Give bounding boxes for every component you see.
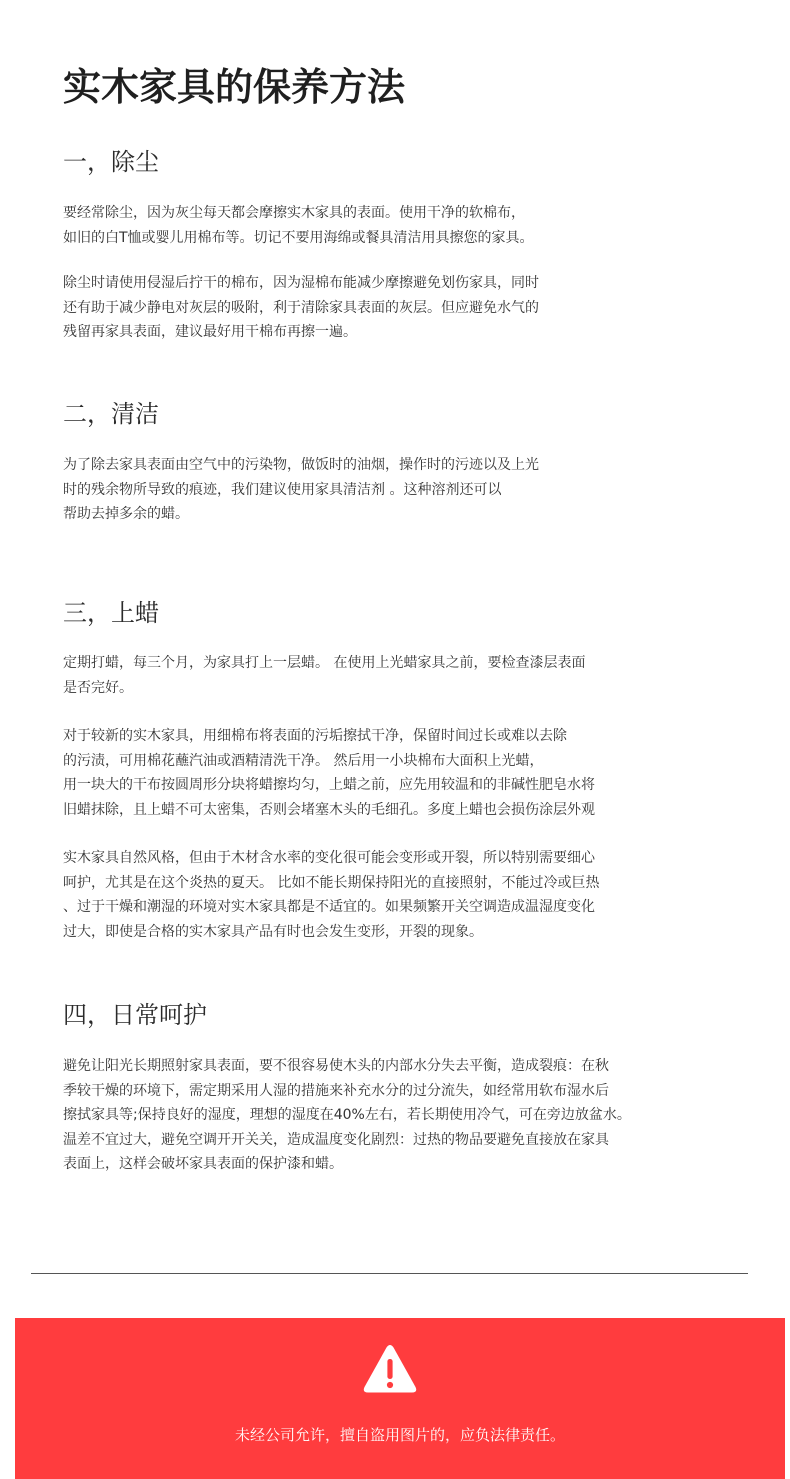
- paragraph: [63, 1054, 763, 1177]
- paragraph: [63, 724, 763, 822]
- paragraph: [63, 453, 763, 527]
- paragraph-line: 过大，即使是合格的实木家具产品有时也会发生变形，开裂的现象。: [63, 923, 483, 940]
- copyright-footer: [15, 1318, 785, 1479]
- paragraph-line: 实木家具自然风格，但由于木材含水率的变化很可能会变形或开裂，所以特别需要细心: [63, 850, 595, 866]
- paragraph-line: 用一块大的干布按圆周形分块将蜡擦均匀，上蜡之前，应先用较温和的非碱性肥皂水将: [63, 777, 595, 793]
- paragraph-line: 帮助去掉多余的蜡。: [63, 506, 189, 522]
- section-heading-wax: 三，上蜡: [63, 599, 159, 627]
- paragraph-line: 是否完好。: [63, 679, 133, 696]
- paragraph-line: 时的残余物所导致的痕迹，我们建议使用家具清洁剂 。这种溶剂还可以: [63, 481, 502, 498]
- paragraph-line: 为了除去家具表面由空气中的污染物，做饭时的油烟，操作时的污迹以及上光: [63, 457, 539, 473]
- paragraph-line: 温差不宜过大，避免空调开开关关，造成温度变化剧烈：过热的物品要避免直接放在家具: [63, 1131, 609, 1148]
- warning-icon: [363, 1344, 417, 1394]
- paragraph-line: 定期打蜡，每三个月，为家具打上一层蜡。 在使用上光蜡家具之前，要检查漆层表面: [63, 655, 586, 671]
- section-heading-clean: 二，清洁: [63, 400, 159, 428]
- paragraph: [63, 201, 763, 250]
- paragraph-line: 除尘时请使用侵湿后拧干的棉布，因为湿棉布能减少摩擦避免划伤家具，同时: [63, 275, 539, 291]
- paragraph-line: 如旧的白T恤或婴儿用棉布等。切记不要用海绵或餐具清洁用具擦您的家具。: [63, 229, 534, 246]
- paragraph: [63, 651, 763, 700]
- copyright-notice: 未经公司允许，擅自盗用图片的，应负法律责任。: [234, 1426, 565, 1444]
- paragraph: [63, 846, 763, 944]
- paragraph-line: 季较干燥的环境下，需定期采用人湿的措施来补充水分的过分流失，如经常用软布湿水后: [63, 1082, 609, 1099]
- paragraph-line: 旧蜡抹除，且上蜡不可太密集，否则会堵塞木头的毛细孔。多度上蜡也会损伤涂层外观: [63, 801, 595, 818]
- paragraph-line: 表面上，这样会破坏家具表面的保护漆和蜡。: [63, 1156, 343, 1172]
- paragraph-line: 还有助于减少静电对灰层的吸附，利于清除家具表面的灰层。但应避免水气的: [63, 299, 539, 316]
- paragraph-line: 残留再家具表面，建议最好用干棉布再擦一遍。: [63, 324, 357, 340]
- paragraph-line: 擦拭家具等;保持良好的湿度，理想的湿度在40%左右，若长期使用冷气，可在旁边放盆水。: [63, 1107, 631, 1123]
- paragraph-line: 、过于干燥和潮湿的环境对实木家具都是不适宜的。如果频繁开关空调造成温湿度变化: [63, 899, 595, 915]
- paragraph-line: 要经常除尘，因为灰尘每天都会摩擦实木家具的表面。使用干净的软棉布，: [63, 205, 525, 221]
- page-title: 实木家具的保养方法: [63, 65, 406, 109]
- paragraph-line: 对于较新的实木家具，用细棉布将表面的污垢擦拭干净，保留时间过长或难以去除: [63, 728, 567, 744]
- divider: [31, 1273, 748, 1274]
- paragraph-line: 呵护，尤其是在这个炎热的夏天。 比如不能长期保持阳光的直接照射，不能过冷或巨热: [63, 874, 600, 891]
- section-heading-dust: 一，除尘: [63, 148, 159, 176]
- section-heading-daily-care: 四，日常呵护: [63, 1001, 207, 1029]
- paragraph: [63, 271, 763, 345]
- paragraph-line: 的污渍，可用棉花蘸汽油或酒精清洗干净。 然后用一小块棉布大面积上光蜡，: [63, 752, 544, 769]
- paragraph-line: 避免让阳光长期照射家具表面，要不很容易使木头的内部水分失去平衡，造成裂痕：在秋: [63, 1058, 609, 1074]
